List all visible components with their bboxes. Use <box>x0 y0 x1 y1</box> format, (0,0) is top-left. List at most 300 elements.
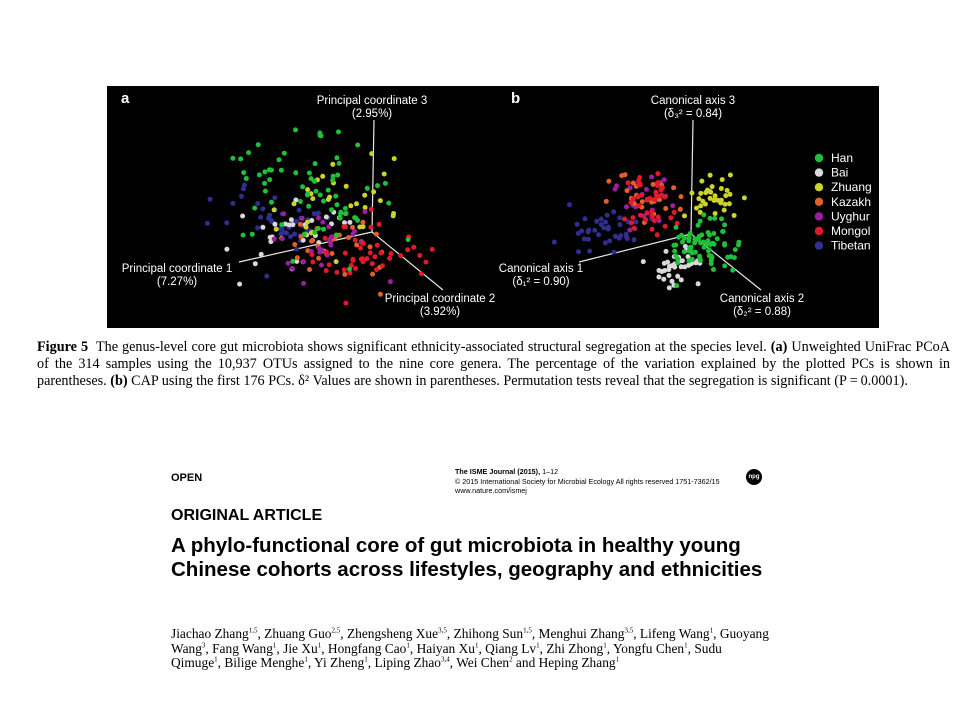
scatter-point-han <box>293 127 298 132</box>
author-affiliation: 1 <box>709 626 714 635</box>
scatter-point-bai <box>309 218 314 223</box>
scatter-point-zhuang <box>698 191 703 196</box>
scatter-point-bai <box>259 252 264 257</box>
author-name: Liping Zhao$^{3,4}$ <box>374 655 450 670</box>
scatter-point-tibetan <box>242 183 247 188</box>
scatter-point-mongol <box>655 232 660 237</box>
scatter-point-bai <box>289 217 294 222</box>
scatter-point-kazakh <box>604 199 609 204</box>
scatter-point-uyghur <box>281 211 286 216</box>
scatter-point-uyghur <box>644 187 649 192</box>
author-name: Zhengsheng Xue$^{3,5}$ <box>346 626 447 641</box>
scatter-point-tibetan <box>316 211 321 216</box>
scatter-point-zhuang <box>344 184 349 189</box>
author-affiliation: 1 <box>214 655 218 664</box>
scatter-point-mongol <box>368 225 373 230</box>
scatter-point-mongol <box>419 271 424 276</box>
scatter-point-mongol <box>342 267 347 272</box>
scatter-point-zhuang <box>357 225 362 230</box>
author-affiliation: 1,5 <box>248 626 258 635</box>
scatter-point-mongol <box>645 210 650 215</box>
author-affiliation: 1 <box>317 641 322 650</box>
legend-label-tibetan: Tibetan <box>831 238 871 253</box>
scatter-point-han <box>241 233 246 238</box>
scatter-point-han <box>282 151 287 156</box>
scatter-point-zhuang <box>728 192 733 197</box>
scatter-point-mongol <box>323 236 328 241</box>
scatter-point-han <box>688 245 693 250</box>
scatter-point-mongol <box>351 257 356 262</box>
scatter-point-han <box>383 181 388 186</box>
scatter-point-bai <box>696 281 701 286</box>
scatter-point-mongol <box>655 171 660 176</box>
scatter-point-kazakh <box>679 194 684 199</box>
scatter-point-mongol <box>359 257 364 262</box>
scatter-point-han <box>318 193 323 198</box>
scatter-point-tibetan <box>292 232 297 237</box>
scatter-point-han <box>725 255 730 260</box>
scatter-point-mongol <box>372 254 377 259</box>
scatter-point-han <box>279 168 284 173</box>
scatter-point-mongol <box>343 224 348 229</box>
scatter-point-zhuang <box>362 193 367 198</box>
scatter-point-han <box>319 133 324 138</box>
scatter-point-zhuang <box>392 156 397 161</box>
caption-a-label: (a) <box>770 339 788 355</box>
scatter-point-zhuang <box>708 196 713 201</box>
scatter-point-mongol <box>628 200 633 205</box>
scatter-point-han <box>347 267 352 272</box>
scatter-point-mongol <box>405 247 410 252</box>
scatter-point-tibetan <box>297 208 302 213</box>
scatter-point-mongol <box>310 260 315 265</box>
scatter-point-han <box>722 263 727 268</box>
scatter-point-uyghur <box>300 216 305 221</box>
scatter-point-zhuang <box>292 201 297 206</box>
scatter-point-bai <box>686 254 691 259</box>
scatter-point-mongol <box>423 260 428 265</box>
scatter-point-kazakh <box>678 207 683 212</box>
scatter-point-zhuang <box>716 198 721 203</box>
scatter-point-kazakh <box>346 235 351 240</box>
scatter-point-han <box>673 254 678 259</box>
scatter-point-han <box>707 233 712 238</box>
author-affiliation: 3,5 <box>438 626 447 635</box>
scatter-point-bai <box>661 277 666 282</box>
panel-b-axis3-name: Canonical axis 3 <box>650 95 736 107</box>
scatter-point-han <box>337 161 342 166</box>
author-name: Yi Zheng$^1$ <box>314 655 368 670</box>
caption-b-label: (b) <box>110 373 128 389</box>
scatter-point-tibetan <box>312 211 317 216</box>
scatter-point-mongol <box>417 253 422 258</box>
scatter-point-kazakh <box>360 220 365 225</box>
scatter-point-mongol <box>630 215 635 220</box>
legend-label-zhuang: Zhuang <box>831 180 872 195</box>
scatter-point-mongol <box>622 217 627 222</box>
scatter-point-tibetan <box>617 222 622 227</box>
scatter-point-zhuang <box>382 172 387 177</box>
scatter-point-zhuang <box>742 195 747 200</box>
author-name: Heping Zhang$^1$ <box>538 655 620 670</box>
scatter-point-zhuang <box>354 201 359 206</box>
scatter-point-han <box>730 268 735 273</box>
scatter-point-zhuang <box>369 151 374 156</box>
panel-a-axis1-value: (7.27%) <box>156 276 198 288</box>
scatter-point-han <box>329 207 334 212</box>
scatter-point-tibetan <box>632 237 637 242</box>
scatter-point-kazakh <box>316 256 321 261</box>
scatter-point-han <box>316 226 321 231</box>
scatter-point-han <box>674 283 679 288</box>
scatter-point-han <box>688 231 693 236</box>
author-name: Qiang Lv$^1$ <box>485 640 540 656</box>
scatter-point-uyghur <box>290 266 295 271</box>
scatter-point-zhuang <box>728 173 733 178</box>
scatter-point-mongol <box>361 241 366 246</box>
scatter-point-zhuang <box>708 173 713 178</box>
scatter-point-mongol <box>368 250 373 255</box>
scatter-point-tibetan <box>587 249 592 254</box>
scatter-point-tibetan <box>617 236 622 241</box>
scatter-point-uyghur <box>301 259 306 264</box>
scatter-point-uyghur <box>319 263 324 268</box>
scatter-point-han <box>687 235 692 240</box>
scatter-point-han <box>736 242 741 247</box>
scatter-point-tibetan <box>205 221 210 226</box>
legend-swatch-zhuang <box>815 183 823 191</box>
legend-label-kazakh: Kazakh <box>831 194 872 209</box>
scatter-point-kazakh <box>619 173 624 178</box>
author-affiliation: 1 <box>684 641 688 650</box>
scatter-point-mongol <box>660 185 665 190</box>
author-affiliation: 2 <box>509 655 513 664</box>
scatter-point-mongol <box>663 224 668 229</box>
scatter-point-han <box>293 170 298 175</box>
figure-5-panel <box>107 86 879 328</box>
panel-a-axes <box>239 120 443 290</box>
scatter-point-zhuang <box>732 213 737 218</box>
scatter-point-zhuang <box>272 207 277 212</box>
scatter-point-han <box>333 194 338 199</box>
scatter-point-tibetan <box>552 240 557 245</box>
scatter-point-mongol <box>648 196 653 201</box>
scatter-point-bai <box>662 268 667 273</box>
scatter-point-kazakh <box>298 222 303 227</box>
panel-a-axis3-name: Principal coordinate 3 <box>316 95 428 107</box>
scatter-point-tibetan <box>599 217 604 222</box>
scatter-point-mongol <box>672 210 677 215</box>
scatter-point-kazakh <box>292 242 297 247</box>
scatter-point-uyghur <box>649 175 654 180</box>
scatter-point-han <box>701 212 706 217</box>
scatter-point-han <box>375 183 380 188</box>
scatter-point-zhuang <box>682 213 687 218</box>
scatter-point-han <box>314 189 319 194</box>
scatter-point-mongol <box>652 218 657 223</box>
scatter-point-mongol <box>638 213 643 218</box>
author-affiliation: 1 <box>603 641 607 650</box>
scatter-point-uyghur <box>326 224 331 229</box>
scatter-point-han <box>721 229 726 234</box>
open-access-label: OPEN <box>171 472 203 484</box>
scatter-point-bai <box>675 274 680 279</box>
scatter-point-tibetan <box>634 220 639 225</box>
legend-label-bai: Bai <box>831 165 849 180</box>
scatter-point-tibetan <box>224 220 229 225</box>
scatter-point-zhuang <box>320 174 325 179</box>
scatter-point-han <box>256 142 261 147</box>
author-name: Fang Wang$^1$ <box>212 640 277 656</box>
scatter-point-mongol <box>343 301 348 306</box>
scatter-point-zhuang <box>703 190 708 195</box>
scatter-point-han <box>330 178 335 183</box>
scatter-point-mongol <box>365 256 370 261</box>
scatter-point-han <box>722 243 727 248</box>
author-name: Wei Chen$^2$ <box>456 655 513 670</box>
ethnicity-legend <box>815 151 872 253</box>
journal-url[interactable]: www.nature.com/ismej <box>455 486 527 495</box>
scatter-point-tibetan <box>603 220 608 225</box>
author-name: Menghui Zhang$^{3,5}$ <box>538 626 634 641</box>
panel-a-axis2-name: Principal coordinate 2 <box>384 293 496 305</box>
scatter-point-zhuang <box>708 190 713 195</box>
legend-swatch-uyghur <box>815 212 823 220</box>
scatter-point-han <box>697 254 702 259</box>
scatter-point-zhuang <box>274 227 279 232</box>
scatter-point-han <box>680 240 685 245</box>
scatter-point-han <box>335 173 340 178</box>
scatter-point-tibetan <box>605 213 610 218</box>
article-title: A phylo-functional core of gut microbiota in healthy young Chinese cohorts across lifestyles, geography and ethnicities <box>171 534 763 581</box>
scatter-point-mongol <box>379 251 384 256</box>
scatter-point-kazakh <box>368 244 373 249</box>
scatter-point-han <box>279 222 284 227</box>
scatter-point-han <box>406 237 411 242</box>
scatter-point-bai <box>260 225 265 230</box>
author-name: Guoyang Wang$^3$ <box>171 626 769 656</box>
scatter-point-mongol <box>387 256 392 261</box>
scatter-point-han <box>715 236 720 241</box>
scatter-point-uyghur <box>350 232 355 237</box>
author-affiliation: 1 <box>615 655 620 664</box>
scatter-point-kazakh <box>342 272 347 277</box>
scatter-point-mongol <box>655 183 660 188</box>
scatter-point-zhuang <box>391 213 396 218</box>
scatter-point-han <box>307 171 312 176</box>
scatter-point-zhuang <box>304 225 309 230</box>
scatter-point-han <box>722 222 727 227</box>
scatter-point-mongol <box>398 253 403 258</box>
scatter-point-zhuang <box>723 193 728 198</box>
scatter-point-han <box>672 249 677 254</box>
scatter-point-kazakh <box>631 181 636 186</box>
panel-b-axis3-line <box>691 120 693 234</box>
scatter-point-bai <box>253 261 258 266</box>
scatter-point-zhuang <box>330 162 335 167</box>
scatter-point-han <box>693 250 698 255</box>
caption-text: The genus-level core gut microbiota shows significant ethnicity-associated structural segregation at the species level. <box>95 339 767 355</box>
scatter-point-uyghur <box>363 209 368 214</box>
scatter-point-zhuang <box>378 198 383 203</box>
legend-swatch-kazakh <box>815 198 823 206</box>
scatter-point-han <box>698 219 703 224</box>
author-name: Sudu Qimuge$^1$ <box>171 640 722 670</box>
scatter-point-bai <box>324 215 329 220</box>
scatter-point-mongol <box>639 193 644 198</box>
scatter-point-uyghur <box>316 216 321 221</box>
scatter-point-uyghur <box>670 203 675 208</box>
scatter-point-mongol <box>369 207 374 212</box>
scatter-point-kazakh <box>671 185 676 190</box>
scatter-point-uyghur <box>624 204 629 209</box>
scatter-point-uyghur <box>286 261 291 266</box>
scatter-point-bai <box>237 282 242 287</box>
scatter-point-han <box>334 155 339 160</box>
legend-label-han: Han <box>831 151 854 165</box>
scatter-point-han <box>719 216 724 221</box>
scatter-point-kazakh <box>374 232 379 237</box>
scatter-point-han <box>708 216 713 221</box>
legend-swatch-han <box>815 154 823 162</box>
scatter-point-tibetan <box>617 215 622 220</box>
scatter-point-uyghur <box>388 279 393 284</box>
scatter-point-han <box>711 267 716 272</box>
scatter-point-han <box>338 216 343 221</box>
scatter-point-han <box>709 261 714 266</box>
figure-caption <box>37 339 950 390</box>
author-name: Zhihong Sun$^{1,5}$ <box>453 626 532 641</box>
scatter-point-han <box>708 242 713 247</box>
author-name: Haiyan Xu$^1$ <box>416 640 479 656</box>
scatter-point-han <box>712 216 717 221</box>
scatter-point-mongol <box>637 175 642 180</box>
scatter-point-bai <box>683 244 688 249</box>
scatter-point-han <box>244 176 249 181</box>
author-affiliation: 1 <box>406 641 410 650</box>
scatter-point-han <box>344 211 349 216</box>
scatter-point-han <box>352 215 357 220</box>
scatter-point-tibetan <box>267 213 272 218</box>
author-name: Jiachao Zhang$^{1,5}$ <box>171 626 258 641</box>
scatter-point-han <box>277 157 282 162</box>
scatter-point-han <box>386 201 391 206</box>
scatter-point-han <box>262 181 267 186</box>
scatter-point-mongol <box>389 251 394 256</box>
scatter-point-han <box>702 245 707 250</box>
scatter-point-han <box>321 227 326 232</box>
scatter-point-bai <box>240 214 245 219</box>
scatter-point-kazakh <box>307 267 312 272</box>
scatter-point-kazakh <box>330 251 335 256</box>
scatter-point-zhuang <box>698 203 703 208</box>
scatter-point-han <box>692 240 697 245</box>
scatter-point-han <box>246 150 251 155</box>
scatter-point-mongol <box>656 215 661 220</box>
panel-a-axis3-line <box>372 120 374 232</box>
scatter-point-mongol <box>649 209 654 214</box>
author-affiliation: 1,5 <box>523 626 532 635</box>
scatter-point-kazakh <box>663 206 668 211</box>
scatter-point-han <box>355 143 360 148</box>
scatter-point-mongol <box>430 247 435 252</box>
scatter-point-zhuang <box>696 196 701 201</box>
scatter-point-bai <box>667 285 672 290</box>
npg-logo: npg <box>746 469 762 485</box>
scatter-point-tibetan <box>596 232 601 237</box>
scatter-point-mongol <box>334 270 339 275</box>
scatter-point-bai <box>347 220 352 225</box>
scatter-point-mongol <box>324 268 329 273</box>
scatter-point-zhuang <box>371 189 376 194</box>
scatter-point-uyghur <box>280 236 285 241</box>
scatter-point-mongol <box>662 195 667 200</box>
panel-a-letter: a <box>121 90 130 107</box>
author-affiliation: 3,5 <box>624 626 634 635</box>
scatter-point-mongol <box>323 250 328 255</box>
scatter-point-kazakh <box>606 179 611 184</box>
scatter-point-tibetan <box>284 231 289 236</box>
scatter-point-han <box>302 232 307 237</box>
scatter-point-mongol <box>626 180 631 185</box>
scatter-point-han <box>238 156 243 161</box>
scatter-point-han <box>335 202 340 207</box>
scatter-point-han <box>305 193 310 198</box>
author-list: Jiachao Zhang$^{1,5}$, Zhuang Guo$^{2,5}$, Zhengsheng Xue$^{3,5}$, Zhihong Sun$^{1,5}$, Menghui Zhang$^{3,5}$, Lifeng Wang$^1$, Guoyang Wang$^3$, Fang Wang$^1$, Jie Xu$^1$, Hongfang Cao$^1$, Haiyan Xu$^1$, Qiang Lv$^1$, Zhi Zhong$^1$, Yongfu Chen$^1$, Sudu Qimuge$^1$, Bilige Menghe$^1$, Yi Zheng$^1$, Liping Zhao$^{3,4}$, Wei Chen$^2$ and Heping Zhang$^1$ <box>171 626 769 670</box>
scatter-point-zhuang <box>348 203 353 208</box>
scatter-point-han <box>298 199 303 204</box>
legend-label-mongol: Mongol <box>831 224 871 238</box>
scatter-point-han <box>338 210 343 215</box>
scatter-point-bai <box>656 275 661 280</box>
scatter-point-bai <box>667 273 672 278</box>
article-type: ORIGINAL ARTICLE <box>171 507 323 524</box>
scatter-point-han <box>313 161 318 166</box>
scatter-point-mongol <box>650 214 655 219</box>
scatter-point-zhuang <box>699 179 704 184</box>
legend-swatch-tibetan <box>815 241 823 249</box>
scatter-point-han <box>267 177 272 182</box>
scatter-point-zhuang <box>310 196 315 201</box>
caption-a-text: Unweighted UniFrac PCoA of the 314 samples using the 10,937 OTUs assigned to the nine core genera. The percentage of the variation explained by the plotted PCs is shown in parentheses. <box>37 339 951 389</box>
scatter-point-bai <box>670 279 675 284</box>
scatter-point-zhuang <box>326 197 331 202</box>
scatter-point-bai <box>273 222 278 227</box>
author-affiliation: 3,4 <box>441 655 450 664</box>
scatter-point-bai <box>224 247 229 252</box>
scatter-point-tibetan <box>594 219 599 224</box>
scatter-point-han <box>698 258 703 263</box>
author-affiliation: 3 <box>201 641 206 650</box>
scatter-point-bai <box>679 277 684 282</box>
panel-a-axis1-name: Principal coordinate 1 <box>121 263 233 275</box>
scatter-point-han <box>241 170 246 175</box>
scatter-point-han <box>679 233 684 238</box>
scatter-point-zhuang <box>334 259 339 264</box>
scatter-point-kazakh <box>295 255 300 260</box>
scatter-point-mongol <box>358 246 363 251</box>
scatter-point-zhuang <box>689 191 694 196</box>
scatter-point-tibetan <box>603 240 608 245</box>
author-name: Zhi Zhong$^1$ <box>546 640 607 656</box>
scatter-point-han <box>365 186 370 191</box>
scatter-point-kazakh <box>651 182 656 187</box>
scatter-point-bai <box>641 259 646 264</box>
panel-b-letter: b <box>511 90 521 107</box>
scatter-point-mongol <box>650 227 655 232</box>
scatter-point-zhuang <box>727 201 732 206</box>
scatter-point-han <box>733 247 738 252</box>
